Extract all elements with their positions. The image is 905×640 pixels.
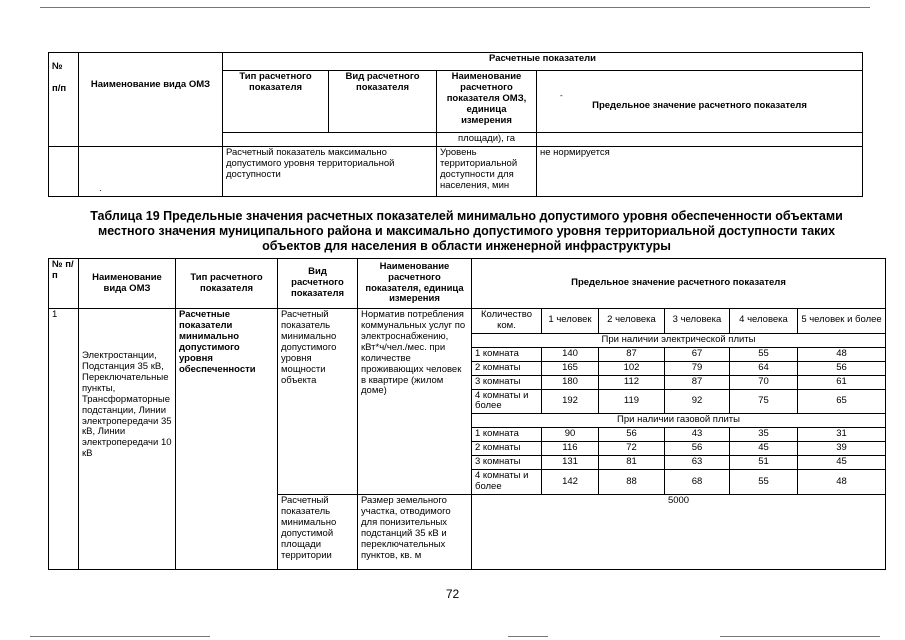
t1-header-type: Тип расчетного показателя — [223, 71, 329, 133]
t2-kind-area: Расчетный показатель минимально допустимой площади территории — [278, 494, 358, 569]
t2-cell: 180 — [542, 375, 599, 389]
t1-row2-type: Расчетный показатель максимально допустимого уровня территориальной доступности — [223, 147, 437, 197]
t2-cell: 61 — [798, 375, 886, 389]
t1-header-kind: Вид расчетного показателя — [329, 71, 437, 133]
t2-cell: 51 — [730, 456, 798, 470]
t2-col-3: 3 человека — [665, 309, 730, 334]
t2-cell: 192 — [542, 389, 599, 414]
t2-omz-name: Электростанции, Подстанция 35 кВ, Переключательные пункты, Трансформаторные подстанции, Линии электропередачи 35 кВ, Линии электропередачи 10 кВ — [79, 309, 176, 570]
t2-cell: 81 — [599, 456, 665, 470]
t2-elec-label: 4 комнаты и более — [472, 389, 542, 414]
t1-header-limit-text: Предельное значение расчетного показателя — [592, 99, 807, 111]
t2-cell: 119 — [599, 389, 665, 414]
page-number: 72 — [445, 587, 460, 601]
t2-header-unit: Наименование расчетного показателя, единица измерения — [358, 259, 472, 309]
t2-cell: 56 — [665, 442, 730, 456]
t2-cell: 67 — [665, 347, 730, 361]
t2-header-type: Тип расчетного показателя — [176, 259, 278, 309]
t2-col-1: 1 человек — [542, 309, 599, 334]
t2-cell: 142 — [542, 470, 599, 495]
t1-header-number: № п/п — [49, 53, 79, 147]
t2-cell: 45 — [798, 456, 886, 470]
t2-cell: 55 — [730, 470, 798, 495]
bottom-rule-right — [720, 636, 880, 637]
t2-cell: 90 — [542, 428, 599, 442]
t2-col-rooms: Количество ком. — [472, 309, 542, 334]
t1-header-calc: Расчетные показатели — [223, 53, 863, 71]
t2-cell: 92 — [665, 389, 730, 414]
t2-gas-label: 1 комната — [472, 428, 542, 442]
t2-col-4: 4 человека — [730, 309, 798, 334]
t2-row-number: 1 — [49, 309, 79, 570]
t2-cell: 88 — [599, 470, 665, 495]
caption-line-1: Таблица 19 Предельные значения расчетных показателей минимально допустимого уровня обеспеченности объектами — [90, 209, 843, 223]
t2-unit-area: Размер земельного участка, отводимого для понизительных подстанций 35 кВ и переключательных пунктов, кв. м — [358, 494, 472, 569]
t2-col-2: 2 человека — [599, 309, 665, 334]
t1-header-name: Наименование вида ОМЗ — [79, 53, 223, 147]
t2-header-number: № п/п — [49, 259, 79, 309]
t2-gas-header: При наличии газовой плиты — [472, 414, 886, 428]
t2-cell: 63 — [665, 456, 730, 470]
t2-gas-label: 4 комнаты и более — [472, 470, 542, 495]
t2-cell: 87 — [599, 347, 665, 361]
t2-cell: 112 — [599, 375, 665, 389]
table-caption — [48, 209, 885, 254]
t2-cell: 31 — [798, 428, 886, 442]
t1-row2-unit: Уровень территориальной доступности для населения, мин — [437, 147, 537, 197]
t2-elec-label: 1 комната — [472, 347, 542, 361]
t2-unit-power: Норматив потребления коммунальных услуг по электроснабжению, кВт*ч/чел./мес. при количестве проживающих человек в квартире (жилом доме) — [358, 309, 472, 495]
t2-cell: 65 — [798, 389, 886, 414]
t2-cell: 35 — [730, 428, 798, 442]
t1-header-limit — [537, 71, 863, 133]
t2-cell: 68 — [665, 470, 730, 495]
t2-cell: 43 — [665, 428, 730, 442]
t2-header-limit: Предельное значение расчетного показателя — [472, 259, 886, 309]
t2-indicator-type: Расчетные показатели минимально допустимого уровня обеспеченности — [176, 309, 278, 570]
t2-cell: 75 — [730, 389, 798, 414]
t2-kind-power: Расчетный показатель минимально допустимого уровня мощности объекта — [278, 309, 358, 495]
t1-row2-limit: не нормируется — [537, 147, 863, 197]
t2-cell: 79 — [665, 361, 730, 375]
t2-elec-label: 3 комнаты — [472, 375, 542, 389]
t1-header-unit: Наименование расчетного показателя ОМЗ, единица измерения — [437, 71, 537, 133]
t2-elec-label: 2 комнаты — [472, 361, 542, 375]
t2-cell: 56 — [599, 428, 665, 442]
t2-cell: 39 — [798, 442, 886, 456]
t2-cell: 102 — [599, 361, 665, 375]
table-19 — [48, 258, 886, 570]
t2-header-kind: Вид расчетного показателя — [278, 259, 358, 309]
t2-cell: 165 — [542, 361, 599, 375]
t2-cell: 116 — [542, 442, 599, 456]
t2-cell: 45 — [730, 442, 798, 456]
t2-cell: 56 — [798, 361, 886, 375]
t2-cell: 64 — [730, 361, 798, 375]
t2-cell: 70 — [730, 375, 798, 389]
t2-cell: 131 — [542, 456, 599, 470]
t2-area-value: 5000 — [472, 494, 886, 569]
t1-mark: - — [560, 91, 563, 101]
t1-row1-unit: площади), га — [437, 133, 537, 147]
t2-col-5: 5 человек и более — [798, 309, 886, 334]
t2-cell: 48 — [798, 470, 886, 495]
bottom-rule-left — [30, 636, 210, 637]
t2-gas-label: 3 комнаты — [472, 456, 542, 470]
t2-cell: 140 — [542, 347, 599, 361]
top-rule — [40, 7, 870, 8]
caption-line-2: местного значения муниципального района и максимально допустимого уровня территориальной доступности таких — [97, 224, 836, 238]
t1-dot: . — [79, 147, 223, 197]
table-continuation — [48, 52, 863, 197]
t2-cell: 48 — [798, 347, 886, 361]
caption-line-3: объектов для населения в области инженерной инфраструктуры — [262, 239, 671, 253]
t2-cell: 87 — [665, 375, 730, 389]
bottom-rule-mid — [508, 636, 548, 637]
t2-cell: 55 — [730, 347, 798, 361]
t2-gas-label: 2 комнаты — [472, 442, 542, 456]
t2-cell: 72 — [599, 442, 665, 456]
t2-header-name: Наименование вида ОМЗ — [79, 259, 176, 309]
t2-elec-header: При наличии электрической плиты — [472, 333, 886, 347]
